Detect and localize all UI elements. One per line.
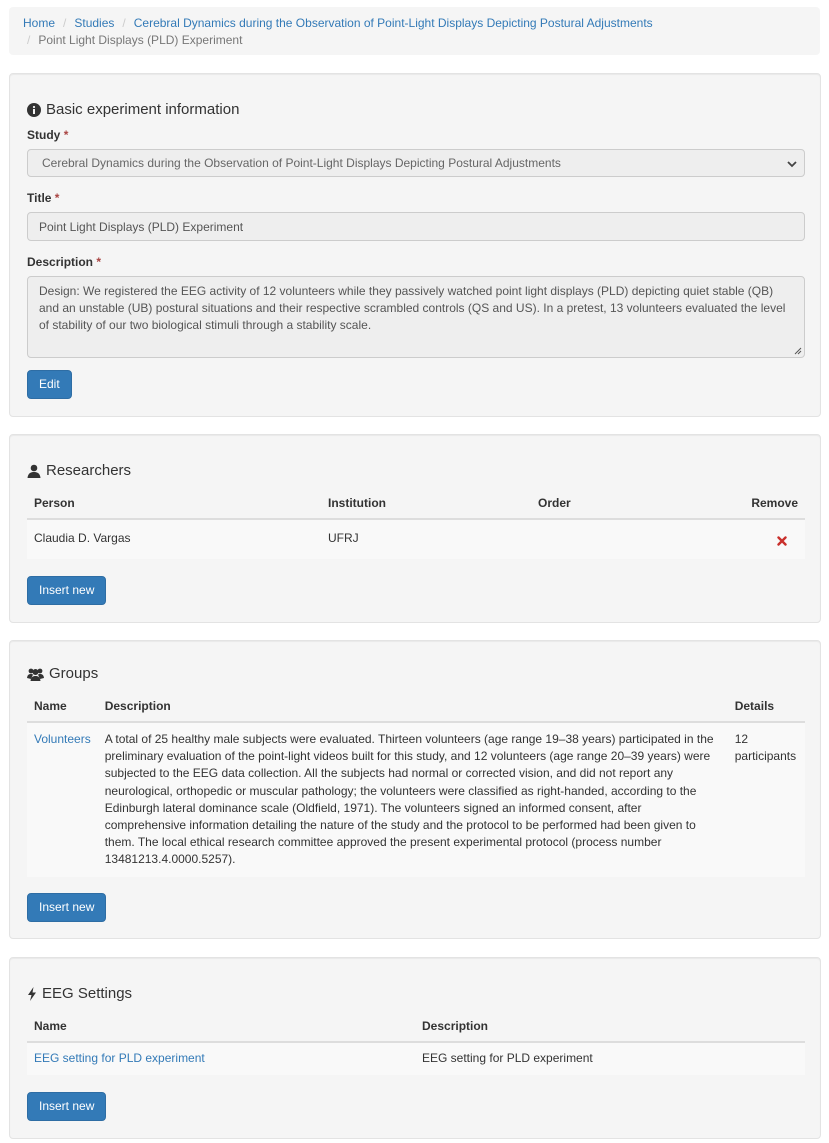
insert-eeg-setting-button[interactable]: Insert new — [27, 1092, 106, 1121]
group-name-cell — [27, 722, 98, 877]
groups-table — [27, 690, 805, 877]
column-header-name: Name — [27, 690, 98, 722]
description-textarea[interactable] — [27, 276, 805, 358]
column-header-person: Person — [27, 487, 321, 519]
breadcrumb — [9, 7, 820, 55]
researcher-remove-cell — [735, 519, 805, 559]
researcher-person: Claudia D. Vargas — [27, 519, 321, 559]
title-label-text: Title — [27, 191, 52, 205]
description-textarea-value: Design: We registered the EEG activity of 12 volunteers while they passively watched point light displays (PLD) depicting quiet stable (QB) and an unstable (UB) postural situations and their respective scrambled controls (QS and US). In a pretest, 13 volunteers evaluated the level of stability of our two biological stimuli through a stability scale. — [39, 284, 786, 332]
chevron-down-icon — [786, 158, 798, 170]
column-header-details: Details — [728, 690, 805, 722]
breadcrumb-separator: / — [122, 16, 126, 30]
researcher-institution: UFRJ — [321, 519, 531, 559]
column-header-name: Name — [27, 1010, 415, 1042]
eeg-setting-description: EEG setting for PLD experiment — [415, 1042, 805, 1075]
column-header-institution: Institution — [321, 487, 531, 519]
eeg-settings-table — [27, 1010, 805, 1075]
basic-info-panel — [9, 73, 821, 417]
researchers-table — [27, 487, 805, 559]
basic-info-title: Basic experiment information — [46, 101, 240, 118]
remove-icon[interactable] — [777, 536, 787, 546]
group-name-link[interactable]: Volunteers — [34, 732, 91, 746]
breadcrumb-home-link[interactable]: Home — [23, 16, 56, 30]
required-mark: * — [54, 191, 60, 205]
table-row — [27, 1042, 805, 1075]
required-mark: * — [96, 255, 102, 269]
users-icon — [27, 667, 44, 681]
user-icon — [27, 464, 41, 478]
eeg-settings-panel — [9, 957, 821, 1139]
insert-group-button[interactable]: Insert new — [27, 893, 106, 922]
groups-title: Groups — [49, 665, 99, 682]
group-description: A total of 25 healthy male subjects were evaluated. Thirteen volunteers (age range 19–38 years) participated in the preliminary evaluation of the point-light videos built for this study, and 12 volunteers (age range 20–39 years) were subjected to the EEG data collection. All the subjects had normal or corrected vision, and did not report any neurological, orthopedic or muscular pathology; the volunteers were classified as right-handed, according to the Edinburgh lateral dominance scale (Oldfield, 1971). The volunteers signed an informed consent, after comprehensive information detailing the nature of the study and the protocol to be performed had been given to them. The local ethical research committee approved the present experimental protocol (process number 13481213.4.0000.5257). — [98, 722, 728, 877]
study-select-value: Cerebral Dynamics during the Observation of Point-Light Displays Depicting Postural Adjustments — [42, 156, 561, 170]
basic-info-heading — [27, 101, 239, 118]
study-label-text: Study — [27, 128, 61, 142]
title-input-value: Point Light Displays (PLD) Experiment — [39, 220, 244, 234]
edit-button[interactable]: Edit — [27, 370, 72, 399]
groups-heading — [27, 665, 98, 682]
study-label — [27, 128, 68, 142]
breadcrumb-separator: / — [27, 33, 31, 47]
eeg-settings-heading — [27, 985, 132, 1002]
groups-panel — [9, 640, 821, 939]
eeg-settings-title: EEG Settings — [42, 985, 133, 1002]
required-mark: * — [63, 128, 69, 142]
description-label-text: Description — [27, 255, 94, 269]
info-circle-icon — [27, 103, 41, 117]
table-row — [27, 722, 805, 877]
table-row — [27, 519, 805, 559]
column-header-description: Description — [98, 690, 728, 722]
researchers-title: Researchers — [46, 462, 132, 479]
eeg-setting-name-link[interactable]: EEG setting for PLD experiment — [34, 1051, 205, 1065]
breadcrumb-study-link[interactable]: Cerebral Dynamics during the Observation of Point-Light Displays Depicting Postural Adjustments — [133, 16, 653, 30]
breadcrumb-separator: / — [63, 16, 67, 30]
study-select[interactable] — [27, 149, 805, 177]
breadcrumb-current: Point Light Displays (PLD) Experiment — [38, 33, 243, 47]
researcher-order — [531, 519, 735, 559]
researchers-heading — [27, 462, 131, 479]
resize-grip-icon[interactable] — [794, 347, 802, 355]
bolt-icon — [27, 987, 37, 1001]
eeg-setting-name-cell — [27, 1042, 415, 1075]
title-label — [27, 191, 59, 205]
column-header-order: Order — [531, 487, 735, 519]
title-input[interactable] — [27, 212, 805, 241]
column-header-remove: Remove — [735, 487, 805, 519]
column-header-description: Description — [415, 1010, 805, 1042]
insert-researcher-button[interactable]: Insert new — [27, 576, 106, 605]
description-label — [27, 255, 101, 269]
breadcrumb-studies-link[interactable]: Studies — [74, 16, 115, 30]
group-details: 12 participants — [728, 722, 805, 877]
researchers-panel — [9, 434, 821, 623]
